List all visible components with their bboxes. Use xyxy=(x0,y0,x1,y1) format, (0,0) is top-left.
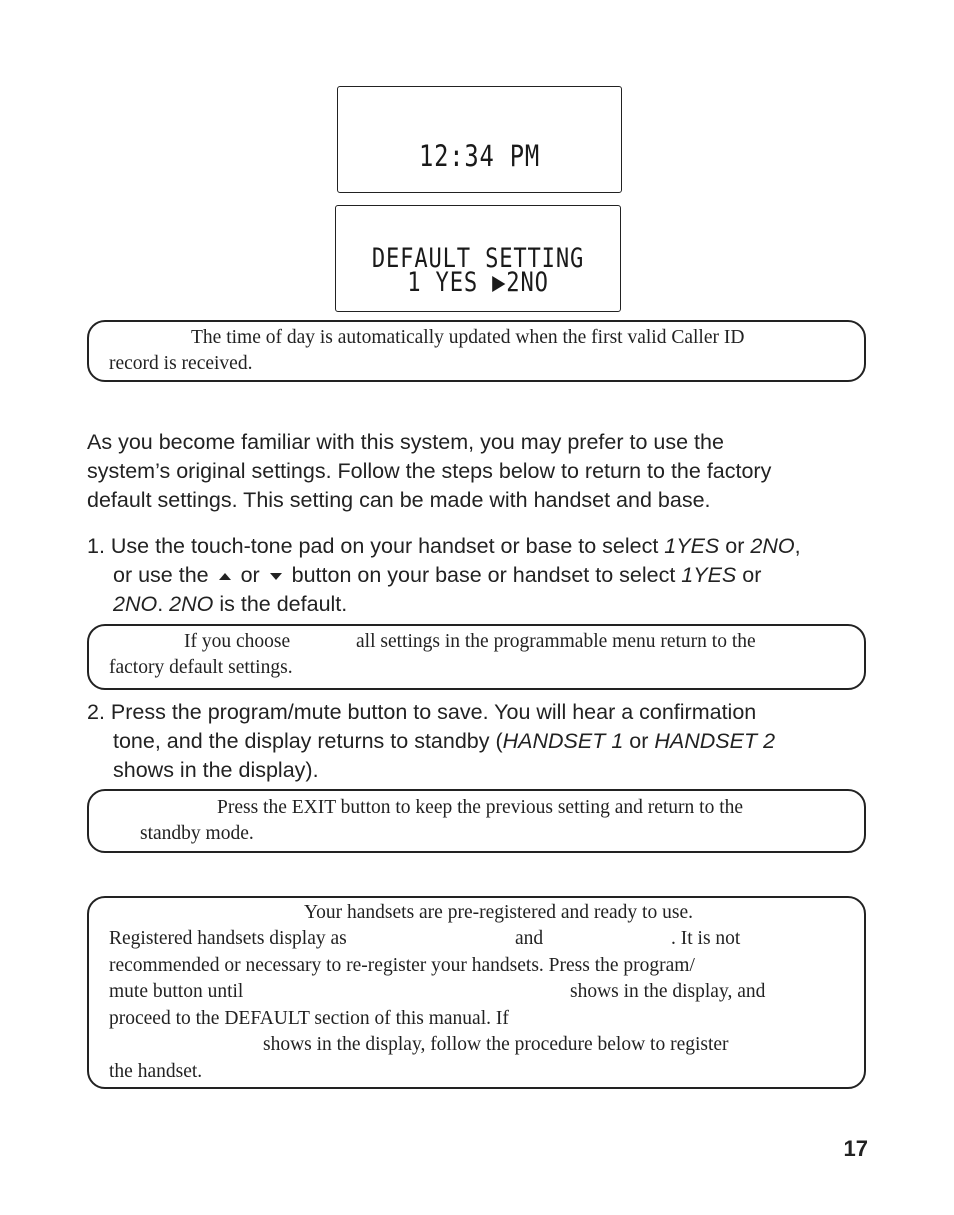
step2-or: or xyxy=(623,729,655,753)
intro-line3: default settings. This setting can be made with handset and base. xyxy=(87,488,711,512)
note4-line1: Your handsets are pre-registered and ready to use. xyxy=(304,902,693,923)
note4-line7: the handset. xyxy=(109,1061,203,1082)
note2-line1b: all settings in the programmable menu return to the xyxy=(356,631,756,652)
note2-line1a: If you choose xyxy=(184,631,291,652)
step1-end: is the default. xyxy=(213,592,348,616)
step2-line2 xyxy=(87,727,775,756)
step1-b1: or use the xyxy=(113,563,215,587)
lcd-time-text: 12:34 PM xyxy=(418,139,541,173)
note-box-choose-yes xyxy=(87,624,866,690)
step2-line3: shows in the display). xyxy=(113,758,319,782)
option-2no: 2NO xyxy=(750,534,795,558)
note4-line2b: and xyxy=(515,928,544,949)
note4-line4b: shows in the display, and xyxy=(570,981,766,1002)
note4-line2c: . It is not xyxy=(671,928,741,949)
down-arrow-icon xyxy=(270,573,282,580)
note4-line3: recommended or necessary to re-register your handsets. Press the program/ xyxy=(109,955,695,976)
step1-line3 xyxy=(87,590,801,619)
intro-paragraph xyxy=(87,428,771,515)
step2-line2a: tone, and the display returns to standby ( xyxy=(113,729,503,753)
lcd-default-line2: 1 YES ▶2NO xyxy=(407,267,549,298)
note4-line6: shows in the display, follow the procedure below to register xyxy=(263,1034,729,1055)
note1-line1: The time of day is automatically updated when the first valid Caller ID xyxy=(191,327,745,348)
option-1yes: 1YES xyxy=(664,534,720,558)
step1-or: or xyxy=(719,534,751,558)
note1-line2: record is received. xyxy=(109,353,253,374)
note4-line4a: mute button until xyxy=(109,981,244,1002)
option-2no-3: 2NO xyxy=(169,592,214,616)
note-box-exit xyxy=(87,789,866,853)
note4-line5: proceed to the DEFAULT section of this manual. If xyxy=(109,1008,509,1029)
step2 xyxy=(87,698,775,785)
intro-line2: system’s original settings. Follow the steps below to return to the factory xyxy=(87,459,772,483)
note2-line2: factory default settings. xyxy=(109,657,293,678)
intro-line1: As you become familiar with this system, you may prefer to use the xyxy=(87,430,724,454)
option-2no-2: 2NO xyxy=(113,592,158,616)
step1-b-or: or xyxy=(234,563,266,587)
note-box-time-update xyxy=(87,320,866,382)
lcd-time-display xyxy=(337,86,622,193)
step2-line1: 2. Press the program/mute button to save. You will hear a confirmation xyxy=(87,700,757,724)
note-box-registration xyxy=(87,896,866,1089)
step1-dot: . xyxy=(157,592,170,616)
lcd-default-display xyxy=(335,205,621,312)
handset-2-label: HANDSET 2 xyxy=(654,729,776,753)
note4-line2a: Registered handsets display as xyxy=(109,928,347,949)
note3-line1: Press the EXIT button to keep the previous setting and return to the xyxy=(217,797,744,818)
handset-1-label: HANDSET 1 xyxy=(502,729,624,753)
step1-line2 xyxy=(87,561,801,590)
step1-line1 xyxy=(87,532,801,561)
step1-b2: button on your base or handset to select xyxy=(285,563,682,587)
step1-comma: , xyxy=(794,534,801,558)
option-1yes-2: 1YES xyxy=(681,563,737,587)
step1-b-or2: or xyxy=(736,563,762,587)
step1-text: 1. Use the touch-tone pad on your handset or base to select xyxy=(87,534,665,558)
page-number: 17 xyxy=(843,1136,868,1161)
lcd-default-line1: DEFAULT SETTING xyxy=(371,243,585,274)
up-arrow-icon xyxy=(219,573,231,580)
step1 xyxy=(87,532,801,619)
note3-line2: standby mode. xyxy=(140,823,254,844)
